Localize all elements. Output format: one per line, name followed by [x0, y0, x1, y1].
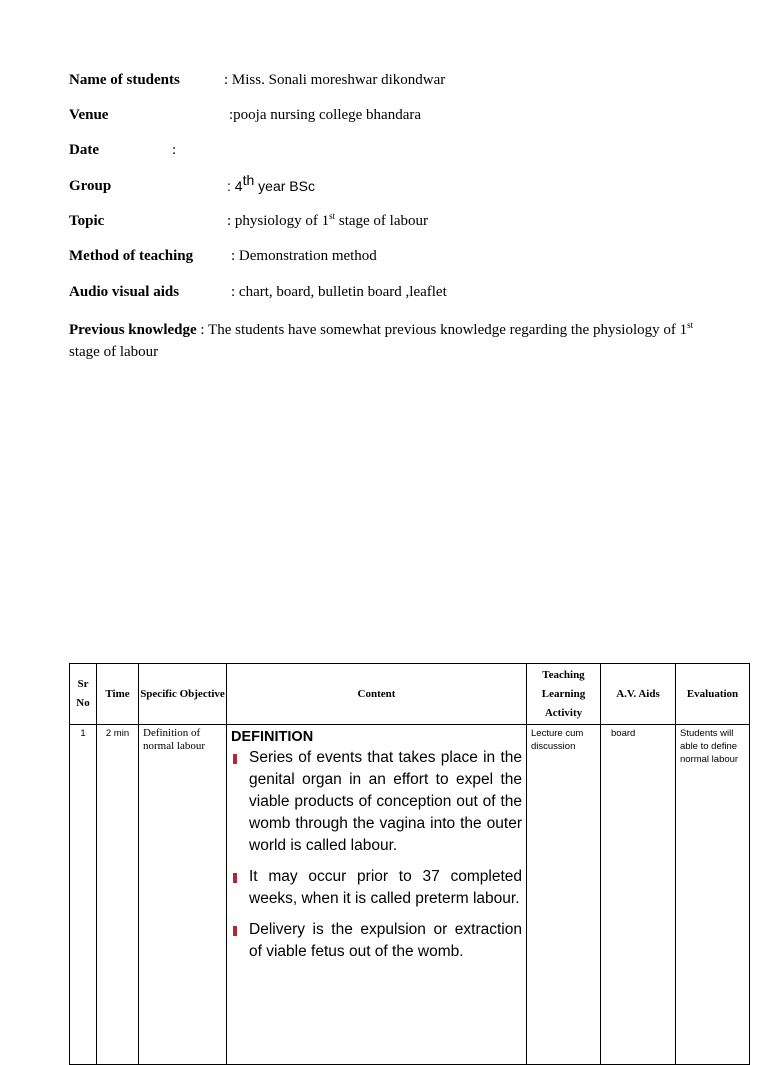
- topic-value: [227, 212, 428, 230]
- date-label: Date: [69, 142, 99, 158]
- bullet-text: Delivery is the expulsion or extraction of viable fetus out of the womb.: [249, 921, 522, 960]
- table-row: [70, 725, 750, 1065]
- header-sr-no: Sr No: [70, 664, 97, 725]
- name-label: Name of students: [69, 72, 180, 88]
- topic-value-suffix: stage of labour: [335, 213, 428, 229]
- bullet-text: Series of events that takes place in the genital organ in an effort to expel the viable products of conception out of the womb through the vagina into the outer world is called labour.: [249, 749, 522, 854]
- previous-knowledge: [69, 319, 709, 363]
- topic-value-sup: st: [329, 211, 336, 221]
- prev-value-sup: st: [687, 320, 694, 330]
- cell-evaluation: Students will able to define normal labour: [676, 725, 750, 1065]
- header-time: Time: [97, 664, 139, 725]
- prev-label: Previous knowledge: [69, 322, 197, 338]
- bullet-marker-icon: [233, 754, 237, 764]
- list-item: [231, 866, 522, 910]
- venue-label: Venue: [69, 107, 109, 123]
- bullet-marker-icon: [233, 926, 237, 936]
- cell-objective: Definition of normal labour: [139, 725, 227, 1065]
- content-title: DEFINITION: [231, 729, 314, 745]
- topic-label: Topic: [69, 213, 105, 229]
- method-value: : Demonstration method: [231, 248, 377, 264]
- group-value-sup: th: [242, 172, 255, 188]
- name-value: : Miss. Sonali moreshwar dikondwar: [224, 72, 446, 88]
- method-label: Method of teaching: [69, 248, 194, 264]
- header-objective: Specific Objective: [139, 664, 227, 725]
- header-tla: Teaching Learning Activity: [527, 664, 601, 725]
- header-content: Content: [227, 664, 527, 725]
- av-label: Audio visual aids: [69, 284, 180, 300]
- group-value-prefix: : 4: [227, 178, 243, 194]
- cell-tla: Lecture cum discussion: [527, 725, 601, 1065]
- list-item: [231, 919, 522, 963]
- venue-value: :pooja nursing college bhandara: [229, 107, 422, 123]
- lesson-plan-table: [69, 663, 750, 1065]
- table-header-row: [70, 664, 750, 725]
- cell-sr-no: 1: [70, 725, 97, 1065]
- topic-value-prefix: : physiology of 1: [227, 213, 330, 229]
- date-value: :: [172, 142, 177, 158]
- content-bullets: [231, 747, 522, 963]
- bullet-marker-icon: [233, 873, 237, 883]
- av-value: : chart, board, bulletin board ,leaflet: [231, 284, 447, 300]
- group-value: [227, 172, 315, 196]
- header-evaluation: Evaluation: [676, 664, 750, 725]
- group-label: Group: [69, 178, 112, 194]
- bullet-text: It may occur prior to 37 completed weeks, when it is called preterm labour.: [249, 868, 522, 907]
- cell-content: [227, 725, 527, 1065]
- header-av-aids: A.V. Aids: [601, 664, 676, 725]
- cell-time: 2 min: [97, 725, 139, 1065]
- cell-av-aids: board: [601, 725, 676, 1065]
- group-value-suffix: year BSc: [254, 178, 315, 194]
- prev-value-suffix: stage of labour: [69, 344, 159, 360]
- prev-value-prefix: : The students have somewhat previous knowledge regarding the physiology of 1: [196, 322, 688, 338]
- list-item: [231, 747, 522, 857]
